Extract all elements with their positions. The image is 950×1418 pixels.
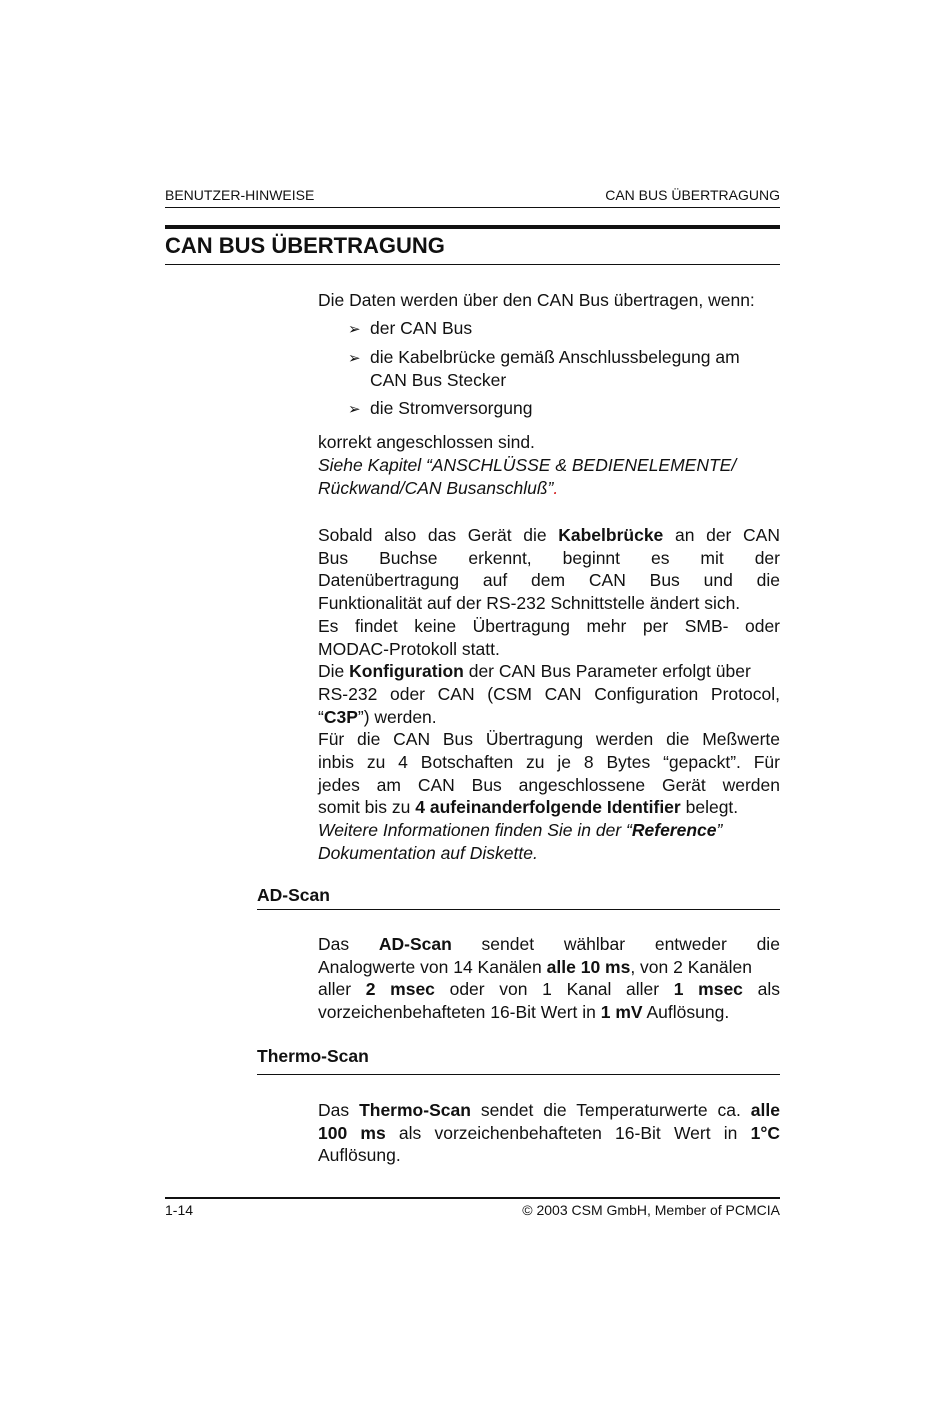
bullet-item: ➢ die Stromversorgung <box>348 397 532 422</box>
bullet-item: ➢ der CAN Bus <box>348 317 472 342</box>
page-number: 1-14 <box>165 1202 194 1218</box>
section-rule <box>257 1074 780 1075</box>
section-heading-thermo-scan: Thermo-Scan <box>257 1046 369 1066</box>
running-header-left: BENUTZER-HINWEISE <box>165 187 315 203</box>
section-heading-ad-scan: AD-Scan <box>257 885 330 905</box>
footer-rule <box>165 1197 780 1199</box>
chapter-reference: Siehe Kapitel “ANSCHLÜSSE & BEDIENELEMENTE/ Rückwand/CAN Busanschluß”. <box>318 455 737 498</box>
section-rule <box>257 909 780 910</box>
title-bottom-rule <box>165 264 780 265</box>
page-title: CAN BUS ÜBERTRAGUNG <box>165 233 445 258</box>
bullet-item: ➢ die Kabelbrücke gemäß Anschlussbelegung am <box>348 346 740 371</box>
intro-closing: korrekt angeschlossen sind. <box>318 432 535 452</box>
bullet-item-continuation: CAN Bus Stecker <box>370 370 507 390</box>
can-bus-paragraph: Sobald also das Gerät die Kabelbrücke an der CAN Bus Buchse erkennt, beginnt es mit der Datenübertragung auf dem CAN Bus und die Funktionalität auf der RS-232 Schnittstelle ändert sich. Es findet keine Übertragung mehr per SMB- oder MODAC-Protokoll statt. Die Konfiguration der CAN Bus Parameter erfolgt über RS-232 oder CAN (CSM CAN Configuration Protocol, “C3P”) werden. Für die CAN Bus Übertragung werden die Meßwerte inbis zu 4 Botschaften zu je 8 Bytes “gepackt”. Für jedes am CAN Bus angeschlossene Gerät werden somit bis zu 4 aufeinanderfolgende Identifier belegt. Weitere Informationen finden Sie in der “Reference” Dokumentation auf Diskette. <box>318 525 780 863</box>
running-header-right: CAN BUS ÜBERTRAGUNG <box>605 187 780 203</box>
thermo-scan-paragraph: Das Thermo-Scan sendet die Temperaturwerte ca. alle 100 ms als vorzeichenbehafteten 16-Bit Wert in 1°C Auflösung. <box>318 1100 781 1166</box>
arrow-bullet-icon: ➢ <box>348 401 361 418</box>
arrow-bullet-icon: ➢ <box>348 350 361 367</box>
header-rule <box>165 207 780 208</box>
copyright-notice: © 2003 CSM GmbH, Member of PCMCIA <box>522 1202 780 1218</box>
arrow-bullet-icon: ➢ <box>348 321 361 338</box>
title-top-rule <box>165 225 780 229</box>
intro-lead: Die Daten werden über den CAN Bus übertragen, wenn: <box>318 290 755 310</box>
ad-scan-paragraph: Das AD-Scan sendet wählbar entweder die Analogwerte von 14 Kanälen alle 10 ms, von 2 Kanälen aller 2 msec oder von 1 Kanal aller 1 msec als vorzeichenbehafteten 16-Bit Wert in 1 mV Auflösung. <box>318 934 780 1023</box>
